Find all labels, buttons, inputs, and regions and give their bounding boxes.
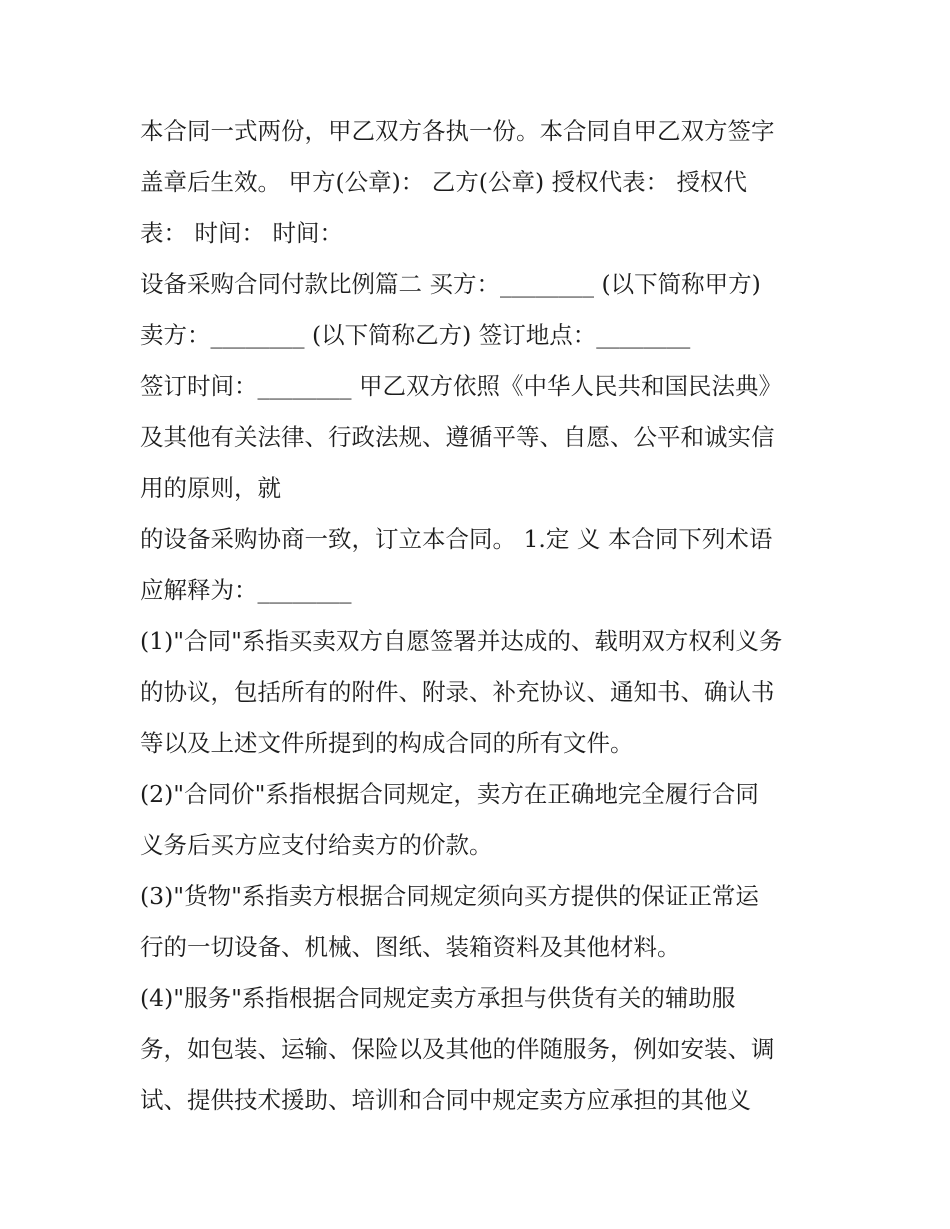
text-line: 设备采购合同付款比例篇二 买方：________ (以下简称甲方) bbox=[140, 270, 761, 298]
text-line: 用的原则，就 bbox=[140, 474, 281, 502]
document-body bbox=[140, 106, 820, 1126]
text-line: 卖方：________ (以下简称乙方) 签订地点：________ bbox=[140, 321, 691, 349]
text-line: 行的一切设备、机械、图纸、装箱资料及其他材料。 bbox=[140, 933, 681, 961]
text-line: 务，如包装、运输、保险以及其他的伴随服务，例如安装、调 bbox=[140, 1035, 775, 1063]
text-line: 及其他有关法律、行政法规、遵循平等、自愿、公平和诚实信 bbox=[140, 423, 775, 451]
text-line: 等以及上述文件所提到的构成合同的所有文件。 bbox=[140, 729, 634, 757]
text-line: 的协议，包括所有的附件、附录、补充协议、通知书、确认书 bbox=[140, 678, 775, 706]
text-line: 的设备采购协商一致，订立本合同。 1.定 义 本合同下列术语 bbox=[140, 525, 773, 553]
text-line: (1)"合同"系指买卖双方自愿签署并达成的、载明双方权利义务 bbox=[140, 627, 783, 655]
text-line: 本合同一式两份，甲乙双方各执一份。本合同自甲乙双方签字 bbox=[140, 117, 775, 145]
text-line: 盖章后生效。 甲方(公章)： 乙方(公章) 授权代表： 授权代 bbox=[140, 168, 748, 196]
text-line: 表： 时间： 时间： bbox=[140, 219, 343, 247]
text-line: 应解释为：________ bbox=[140, 576, 352, 604]
text-line: (4)"服务"系指根据合同规定卖方承担与供货有关的辅助服 bbox=[140, 984, 736, 1012]
text-line: 试、提供技术援助、培训和合同中规定卖方应承担的其他义 bbox=[140, 1086, 751, 1114]
text-line: (3)"货物"系指卖方根据合同规定须向买方提供的保证正常运 bbox=[140, 882, 759, 910]
text-line: 义务后买方应支付给卖方的价款。 bbox=[140, 831, 493, 859]
text-line: 签订时间：________ 甲乙双方依照《中华人民共和国民法典》 bbox=[140, 372, 782, 400]
text-line: (2)"合同价"系指根据合同规定，卖方在正确地完全履行合同 bbox=[140, 780, 759, 808]
